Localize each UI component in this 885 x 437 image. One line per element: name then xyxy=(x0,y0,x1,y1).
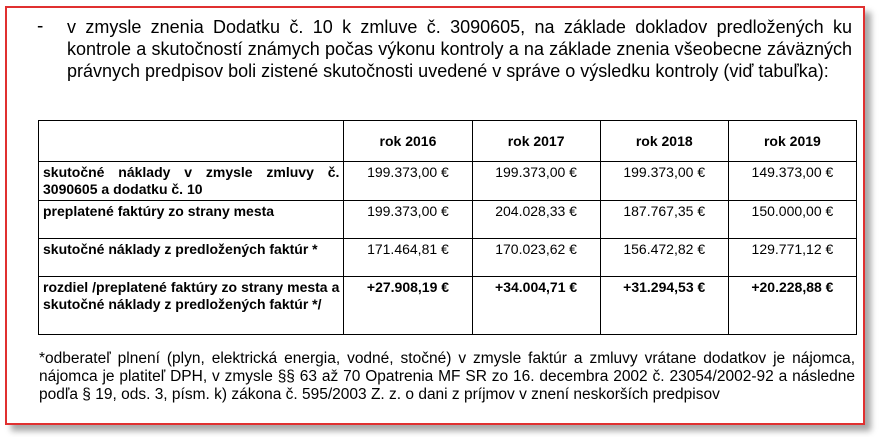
table-cell: 199.373,00 € xyxy=(344,201,472,239)
table-row xyxy=(39,201,857,239)
table-row xyxy=(39,162,857,201)
table-cell: +20.228,88 € xyxy=(728,277,856,335)
table-row xyxy=(39,239,857,277)
table-cell: 199.373,00 € xyxy=(344,162,472,201)
table-cell: 149.373,00 € xyxy=(728,162,856,201)
table-row xyxy=(39,277,857,335)
table-cell: 156.472,82 € xyxy=(600,239,728,277)
table-cell: 187.767,35 € xyxy=(600,201,728,239)
footnote: *odberateľ plnení (plyn, elektrická energia, vodné, stočné) v zmysle faktúr a zmluvy vrátane dodatkov je nájomca, nájomca je platiteľ DPH, v zmysle §§ 63 až 70 Opatrenia MF SR zo 16. decembra 2002 č. 23054/2002-92 a následne podľa § 19, ods. 3, písm. k) zákona č. 595/2003 Z. z. o dani z príjmov v znení neskorších predpisov xyxy=(39,350,855,403)
bullet-paragraph xyxy=(37,16,852,82)
table-cell: +34.004,71 € xyxy=(472,277,600,335)
bullet-text: v zmysle znenia Dodatku č. 10 k zmluve č. 3090605, na základe dokladov predložených ku kontrole a skutočností známych počas výkonu kontroly a na základe znenia všeobecne záväzných právnych predpisov boli zistené skutočnosti uvedené v správe o výsledku kontroly (viď tabuľka): xyxy=(67,17,852,81)
bullet-dash: - xyxy=(37,16,44,37)
table-cell: 199.373,00 € xyxy=(472,162,600,201)
table-header-cell: rok 2016 xyxy=(344,121,472,162)
row-label: rozdiel /preplatené faktúry zo strany mesta a skutočné náklady z predložených faktúr */ xyxy=(39,277,344,335)
table-header-cell xyxy=(39,121,344,162)
results-table xyxy=(38,120,857,335)
table-cell: +27.908,19 € xyxy=(344,277,472,335)
table-cell: 199.373,00 € xyxy=(600,162,728,201)
document-frame xyxy=(5,6,865,425)
table-cell: 204.028,33 € xyxy=(472,201,600,239)
table-header-cell: rok 2019 xyxy=(728,121,856,162)
table-cell: 170.023,62 € xyxy=(472,239,600,277)
table-header-cell: rok 2018 xyxy=(600,121,728,162)
table-cell: 129.771,12 € xyxy=(728,239,856,277)
row-label: skutočné náklady z predložených faktúr * xyxy=(39,239,344,277)
table-cell: 150.000,00 € xyxy=(728,201,856,239)
table-header-row xyxy=(39,121,857,162)
table-cell: +31.294,53 € xyxy=(600,277,728,335)
row-label: preplatené faktúry zo strany mesta xyxy=(39,201,344,239)
table-header-cell: rok 2017 xyxy=(472,121,600,162)
table-cell: 171.464,81 € xyxy=(344,239,472,277)
row-label: skutočné náklady v zmysle zmluvy č. 3090605 a dodatku č. 10 xyxy=(39,162,344,201)
